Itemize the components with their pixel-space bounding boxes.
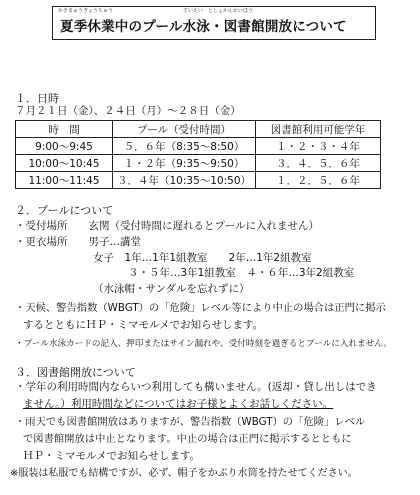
table-header: 時 間 <box>16 121 113 138</box>
pool-card-line: ・プール水泳カードの記入、押印またはサイン漏れや、受付時刻を過ぎるとプールに入れません。 <box>15 339 393 349</box>
table-cell: ５．６年（8:35〜8:50） <box>113 138 256 155</box>
library-line-5: ＨＰ・ミマモルメでお知らせします。 <box>23 450 201 462</box>
reminder-line: （水泳帽・サンダルを忘れずに） <box>93 283 250 295</box>
table-cell: ３．４年（10:35〜10:50） <box>113 172 256 189</box>
weather-line-2: するとともにＨＰ・ミマモルメでお知らせします。 <box>23 319 264 331</box>
table-cell: １．２．５．６年 <box>256 172 381 189</box>
library-line-1: ・学年の利用時間内ならいつ利用しても構いません。(返却・貸し出しはでき <box>15 381 377 393</box>
table-cell: １・２年（9:35〜9:50） <box>113 155 256 172</box>
changing-room-line: ・更衣場所 男子…講堂 <box>15 236 141 248</box>
library-line-3: ・雨天でも図書館開放はありますが、警告指数（WBGT）の「危険」レベル <box>15 416 366 428</box>
weather-line: ・天候、警告指数（WBGT）の「危険」レベル等により中止の場合は正門に掲示 <box>15 302 386 314</box>
title-ruby: かきまゅうぎょうちゅう すいえい としょかんかいほう <box>58 8 254 14</box>
table-cell: 11:00〜11:45 <box>16 172 113 189</box>
page-title: 夏季休業中のプール水泳・図書館開放について <box>60 19 347 35</box>
table-row <box>16 155 381 172</box>
section2-heading: ２．プールについて <box>15 204 114 217</box>
table-header-row <box>16 121 381 138</box>
schedule-table <box>15 120 381 189</box>
section3-heading: ３．図書館開放について <box>15 366 136 379</box>
library-line-2: ません。）利用時間などについてはお子様とよくお話しください。 <box>23 398 334 410</box>
table-cell: 9:00〜9:45 <box>16 138 113 155</box>
table-header: 図書館利用可能学年 <box>256 121 381 138</box>
clothing-note: ※服装は私服でも結構ですが、必ず、帽子をかぶり水筒を持たせてください。 <box>10 468 358 479</box>
dates-line: ７月２１日（金）、２４日（月）〜２８日（金） <box>15 105 241 117</box>
reception-line: ・受付場所 玄関（受付時間に遅れるとプールに入れません） <box>15 220 319 232</box>
library-line-4: で図書館開放は中止となります。中止の場合は正門に掲示するとともに <box>23 433 352 445</box>
table-cell: 10:00〜10:45 <box>16 155 113 172</box>
table-cell: ３．４．５．６年 <box>256 155 381 172</box>
table-header: プール（受付時間） <box>113 121 256 138</box>
grade-room-line: ３・５年…3年1組教室 ４・６年…3年2組教室 <box>128 267 355 279</box>
section1-heading: １．日時 <box>15 92 59 105</box>
girls-room-line: 女子 1年…1年1組教室 2年…1年2組教室 <box>93 252 312 264</box>
table-row <box>16 138 381 155</box>
table-row <box>16 172 381 189</box>
table-cell: １・２・３・４年 <box>256 138 381 155</box>
